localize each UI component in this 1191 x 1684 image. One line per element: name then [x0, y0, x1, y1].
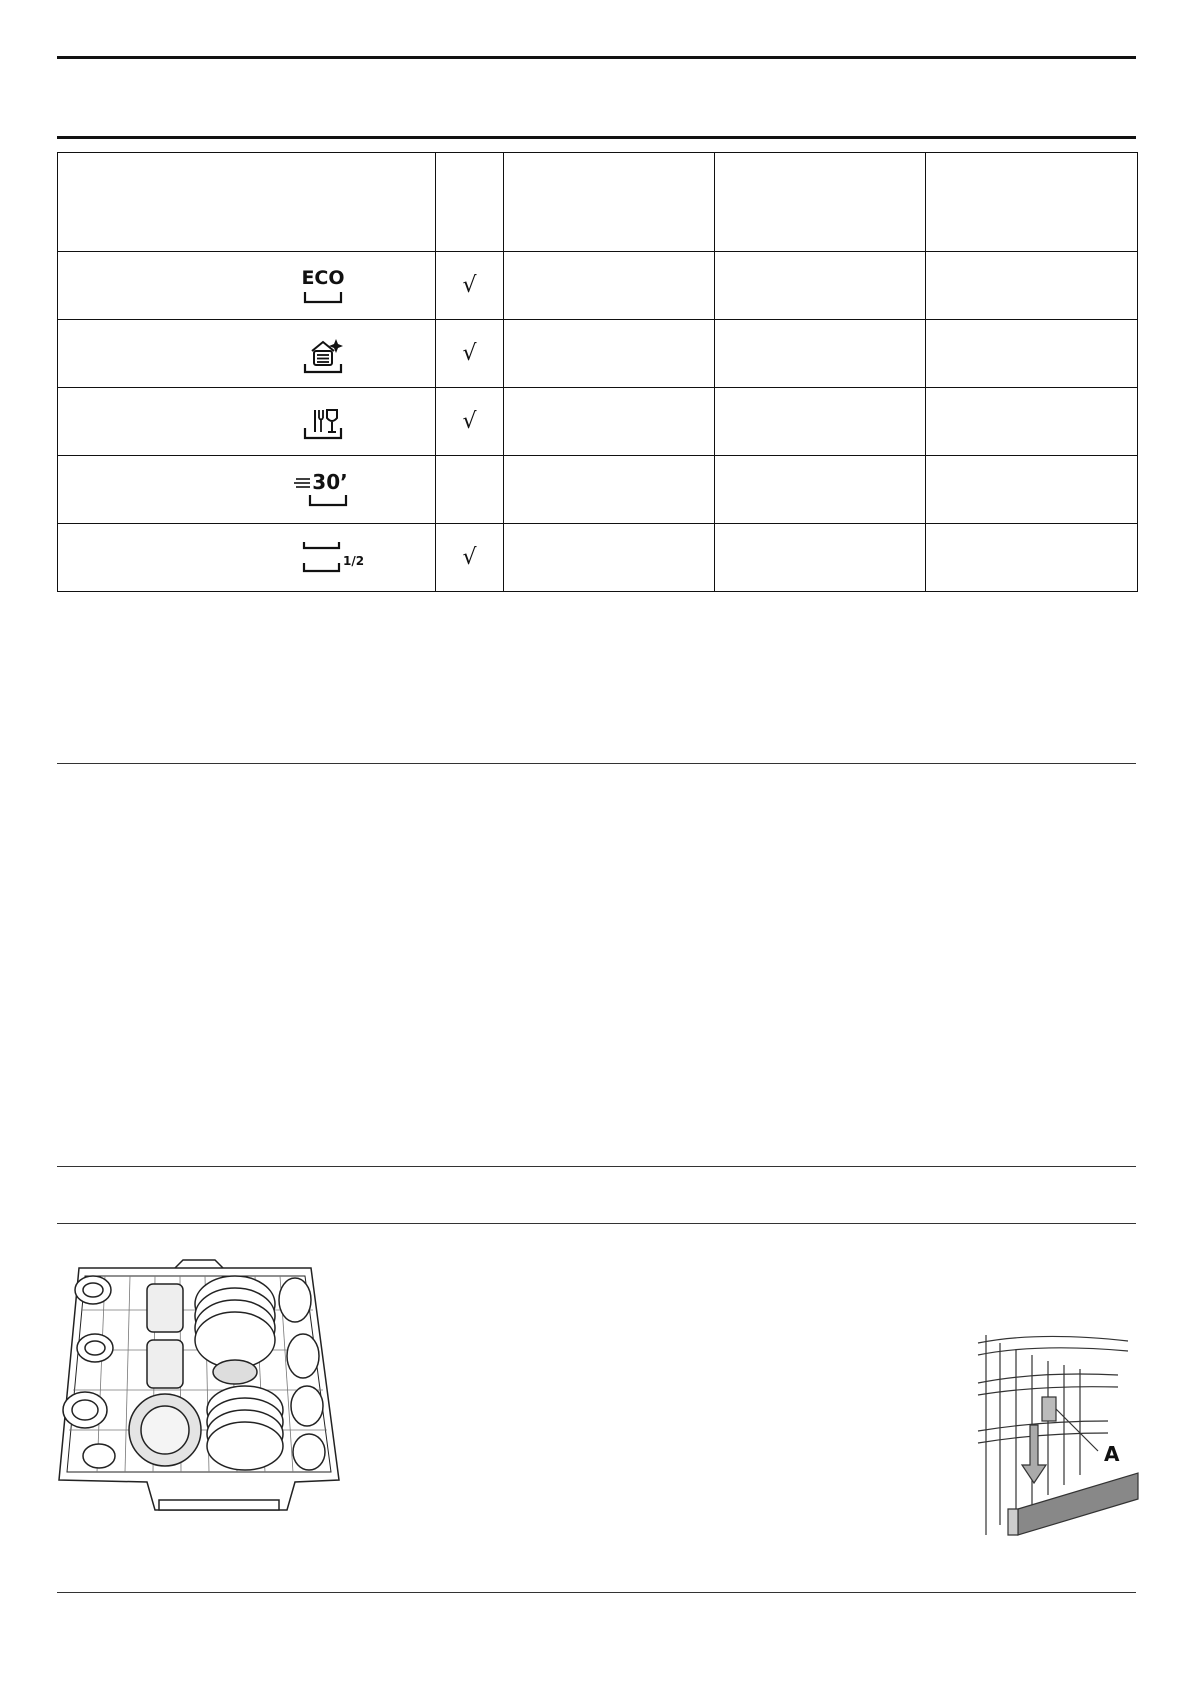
quick-30-icon	[288, 466, 358, 514]
header-cell	[926, 153, 1138, 252]
rack-detail-icon	[978, 1335, 1138, 1547]
table-row	[58, 524, 1138, 592]
table-cell	[504, 320, 715, 388]
check-mark: √	[436, 524, 504, 592]
table-cell	[715, 388, 926, 456]
header-cell	[436, 153, 504, 252]
intensive-pot-icon	[288, 330, 358, 378]
table-row	[58, 320, 1138, 388]
programme-cell	[58, 456, 436, 524]
glass-cutlery-icon	[288, 398, 358, 446]
divider-rule	[57, 1166, 1136, 1167]
table-cell	[926, 524, 1138, 592]
header-cell	[58, 153, 436, 252]
dishwasher-basket-icon	[55, 1260, 345, 1522]
header-cell	[504, 153, 715, 252]
eco-programme-icon	[288, 262, 358, 310]
check-mark	[436, 456, 504, 524]
table-row	[58, 456, 1138, 524]
divider-rule	[57, 763, 1136, 764]
table-cell	[926, 252, 1138, 320]
table-cell	[926, 388, 1138, 456]
bottom-rule	[57, 1592, 1136, 1593]
table-cell	[715, 252, 926, 320]
table-cell	[504, 524, 715, 592]
half-load-icon	[288, 534, 365, 582]
table-cell	[504, 252, 715, 320]
programme-cell	[58, 320, 436, 388]
table-cell	[715, 320, 926, 388]
table-cell	[926, 320, 1138, 388]
check-mark: √	[436, 252, 504, 320]
section-rule	[57, 136, 1136, 139]
programme-cell	[58, 252, 436, 320]
header-cell	[715, 153, 926, 252]
rack-detail-label: A	[1104, 1442, 1120, 1466]
quick-symbol-text: 30’	[312, 470, 348, 494]
top-rule	[57, 56, 1136, 59]
table-cell	[926, 456, 1138, 524]
divider-rule	[57, 1223, 1136, 1224]
table-row	[58, 388, 1138, 456]
table-cell	[715, 524, 926, 592]
table-cell	[504, 456, 715, 524]
table-header-row	[58, 153, 1138, 252]
programme-table	[57, 152, 1138, 592]
table-cell	[715, 456, 926, 524]
table-row	[58, 252, 1138, 320]
programme-cell	[58, 388, 436, 456]
table-cell	[504, 388, 715, 456]
programme-cell	[58, 524, 436, 592]
check-mark: √	[436, 320, 504, 388]
eco-symbol-text: ECO	[301, 267, 345, 289]
half-load-symbol-text: 1/2	[343, 554, 365, 568]
check-mark: √	[436, 388, 504, 456]
